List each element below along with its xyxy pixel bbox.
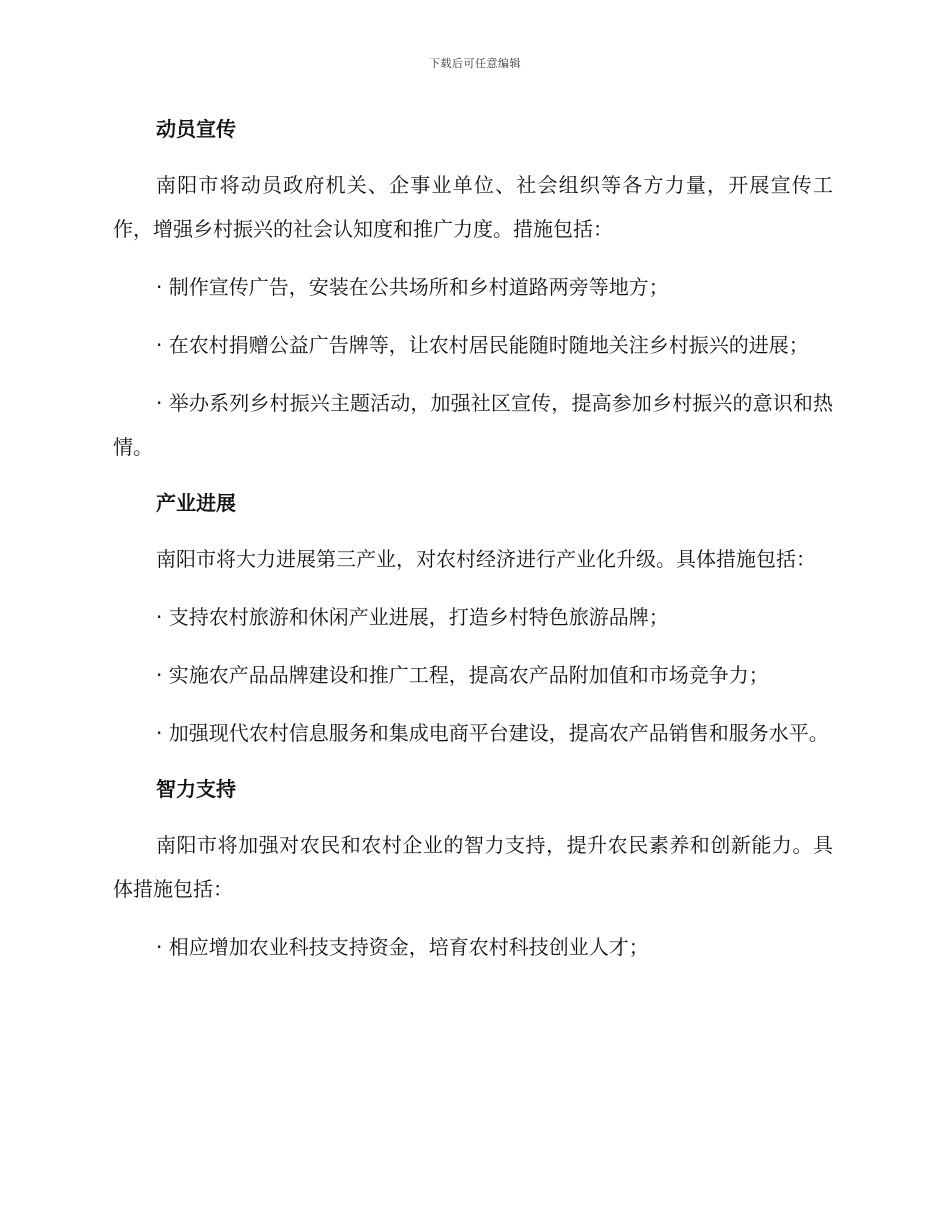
bullet-item: · 在农村捐赠公益广告牌等，让农村居民能随时随地关注乡村振兴的进展；	[156, 333, 809, 357]
bullet-item: · 加强现代农村信息服务和集成电商平台建设，提高农产品销售和服务水平。	[156, 721, 829, 745]
section-heading: 智力支持	[156, 777, 236, 801]
bullet-item: · 实施农产品品牌建设和推广工程，提高农产品附加值和市场竞争力；	[156, 663, 769, 687]
page-header-note: 下载后可任意编辑	[429, 57, 521, 70]
section-intellectual-support	[113, 769, 833, 969]
section-intro: 南阳市将动员政府机关、企事业单位、社会组织等各方力量，开展宣传工作，增强乡村振兴的社会认知度和推广力度。措施包括：	[113, 173, 833, 241]
section-heading: 产业进展	[156, 491, 236, 515]
bullet-item: · 制作宣传广告，安装在公共场所和乡村道路两旁等地方；	[156, 275, 669, 299]
bullet-item: · 相应增加农业科技支持资金，培育农村科技创业人才；	[156, 935, 649, 959]
document-body	[113, 109, 833, 969]
section-mobilization	[113, 109, 833, 469]
section-intro: 南阳市将加强对农民和农村企业的智力支持，提升农民素养和创新能力。具体措施包括：	[113, 833, 833, 901]
bullet-item: · 支持农村旅游和休闲产业进展，打造乡村特色旅游品牌；	[156, 605, 669, 629]
section-heading: 动员宣传	[156, 117, 236, 141]
section-intro: 南阳市将大力进展第三产业，对农村经济进行产业化升级。具体措施包括：	[156, 547, 816, 571]
bullet-item: · 举办系列乡村振兴主题活动，加强社区宣传，提高参加乡村振兴的意识和热情。	[113, 391, 833, 459]
section-industry	[113, 483, 833, 755]
